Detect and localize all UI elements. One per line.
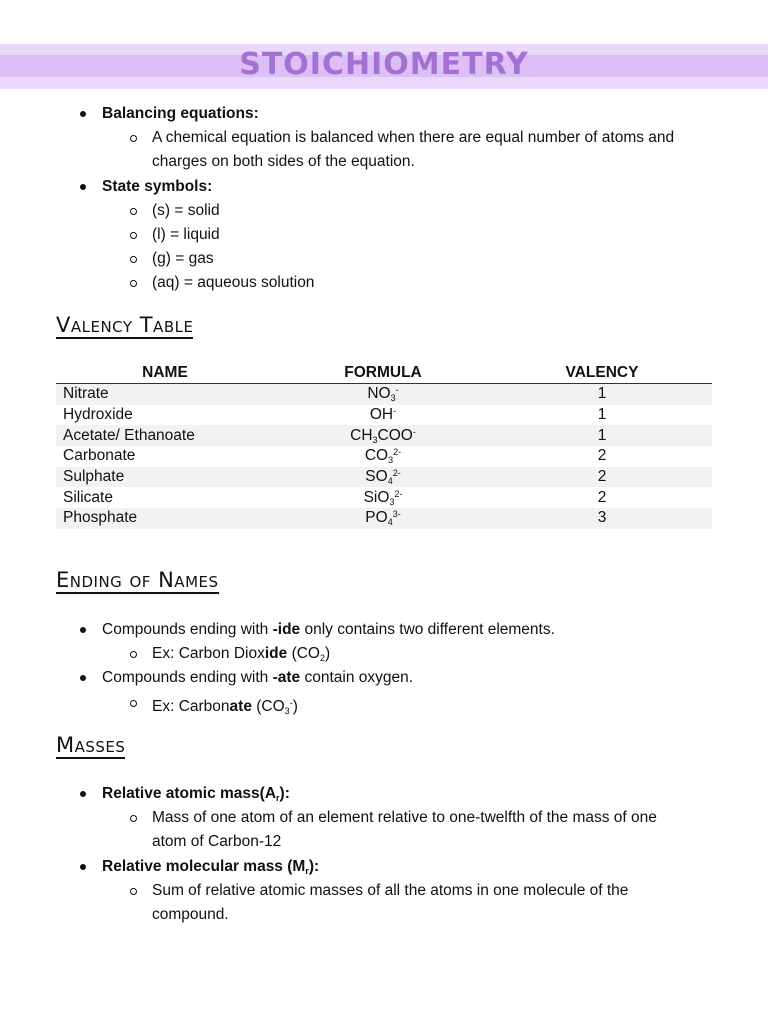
bullet-dot (80, 791, 86, 797)
formula-base: OH (369, 406, 394, 424)
cell-valency: 2 (597, 447, 607, 465)
masses-heading: Masses (56, 733, 126, 757)
relative-atomic-mass-label: Relative atomic $mass(A_r)$: (102, 785, 290, 803)
formula-base: CH (350, 426, 373, 444)
state-item-solid: (s) = solid (152, 202, 220, 219)
formula-sup: 3- (392, 509, 401, 520)
formula-base: SiO (363, 488, 390, 506)
formula-sub: 4 (387, 517, 393, 528)
bullet-dot (80, 627, 86, 633)
bullet-dot (80, 111, 86, 117)
formula-base: NO (367, 385, 391, 403)
balancing-text-line1: A chemical equation is balanced when there are equal number of atoms and (152, 129, 675, 146)
valency-table (56, 362, 712, 529)
formula-sup: - (393, 406, 397, 417)
cell-formula (274, 405, 492, 426)
sub-bullet-ring (130, 651, 137, 658)
cell-valency: 3 (492, 508, 712, 529)
relative-molecular-mass-label: Relative molecular mass $(M_r)$: (102, 858, 320, 876)
state-item-gas: (g) = gas (152, 250, 214, 267)
sub-bullet-ring (130, 232, 137, 239)
cell-valency: 2 (492, 467, 712, 488)
bullet-dot (80, 675, 86, 681)
column-header-valency: VALENCY (492, 362, 712, 384)
cell-valency: 1 (492, 384, 712, 405)
state-item-aqueous: (aq) = aqueous solution (152, 274, 315, 291)
balancing-text-line2: charges on both sides of the equation. (152, 153, 415, 170)
formula-sub: 4 (387, 476, 393, 487)
table-row (56, 508, 712, 529)
table-row (56, 467, 712, 488)
formula-sup: 2- (393, 447, 402, 458)
formula-sub: 3 (388, 455, 394, 466)
formula-base: SO (365, 468, 388, 486)
cell-name: Silicate (63, 488, 113, 506)
sub-bullet-ring (130, 280, 137, 287)
formula-sup: - (395, 385, 399, 396)
formula-tail: COO (377, 426, 413, 444)
ate-example: Ex: Carbonate $(CO_3^-)$ (152, 698, 298, 716)
ending-of-names-heading: Ending of Names (56, 568, 219, 592)
cell-formula (274, 425, 492, 446)
page-title: STOICHIOMETRY (239, 47, 529, 82)
formula-sup: 2- (394, 488, 403, 499)
relative-atomic-mass-line1: Mass of one atom of an element relative to one-twelfth of the mass of one (152, 809, 657, 826)
relative-molecular-mass-line2: compound. (152, 906, 229, 923)
relative-molecular-mass-line1: Sum of relative atomic masses of all the atoms in one molecule of the (152, 882, 629, 899)
cell-formula (274, 467, 492, 488)
state-item-liquid: (l) = liquid (152, 226, 220, 243)
sub-bullet-ring (130, 256, 137, 263)
cell-name: Phosphate (56, 508, 274, 529)
valency-table-heading: Valency Table (56, 313, 194, 337)
bullet-dot (80, 864, 86, 870)
sub-bullet-ring (130, 700, 137, 707)
sub-bullet-ring (130, 208, 137, 215)
column-header-name: NAME (56, 362, 274, 384)
cell-formula (274, 384, 492, 405)
cell-name: Carbonate (63, 447, 136, 465)
relative-atomic-mass-line2: atom of Carbon-12 (152, 833, 282, 850)
title-banner (0, 44, 768, 89)
sub-bullet-ring (130, 135, 137, 142)
table-row (56, 425, 712, 446)
table-row (56, 446, 712, 467)
ide-example: Ex: Carbon Dioxide $(CO_2)$ (152, 645, 331, 663)
state-symbols-label: State symbols: (102, 178, 213, 195)
table-row (56, 405, 712, 426)
cell-formula (274, 446, 492, 467)
cell-valency: 1 (597, 406, 607, 424)
formula-sub: 3 (372, 434, 378, 445)
cell-name: Acetate/ Ethanoate (56, 425, 274, 446)
formula-base: PO (365, 509, 388, 527)
ate-rule: Compounds ending with -ate contain oxygen. (102, 669, 414, 686)
balancing-label: Balancing equations: (102, 105, 259, 122)
table-row (56, 487, 712, 508)
formula-sub: 3 (389, 496, 395, 507)
cell-name: Sulphate (56, 467, 274, 488)
cell-name: Nitrate (56, 384, 274, 405)
sub-bullet-ring (130, 888, 137, 895)
ide-rule: Compounds ending with -ide only contains two different elements. (102, 621, 555, 638)
cell-valency: 1 (492, 425, 712, 446)
formula-base: CO (364, 447, 389, 465)
formula-sub: 3 (390, 393, 396, 404)
formula-sup: - (412, 426, 416, 437)
table-header-row (56, 362, 712, 384)
cell-formula (274, 487, 492, 508)
column-header-formula: FORMULA (274, 362, 492, 384)
formula-sup: 2- (392, 468, 401, 479)
sub-bullet-ring (130, 815, 137, 822)
bullet-dot (80, 184, 86, 190)
cell-valency: 2 (597, 488, 607, 506)
table-row (56, 384, 712, 405)
cell-formula (274, 508, 492, 529)
cell-name: Hydroxide (63, 406, 133, 424)
